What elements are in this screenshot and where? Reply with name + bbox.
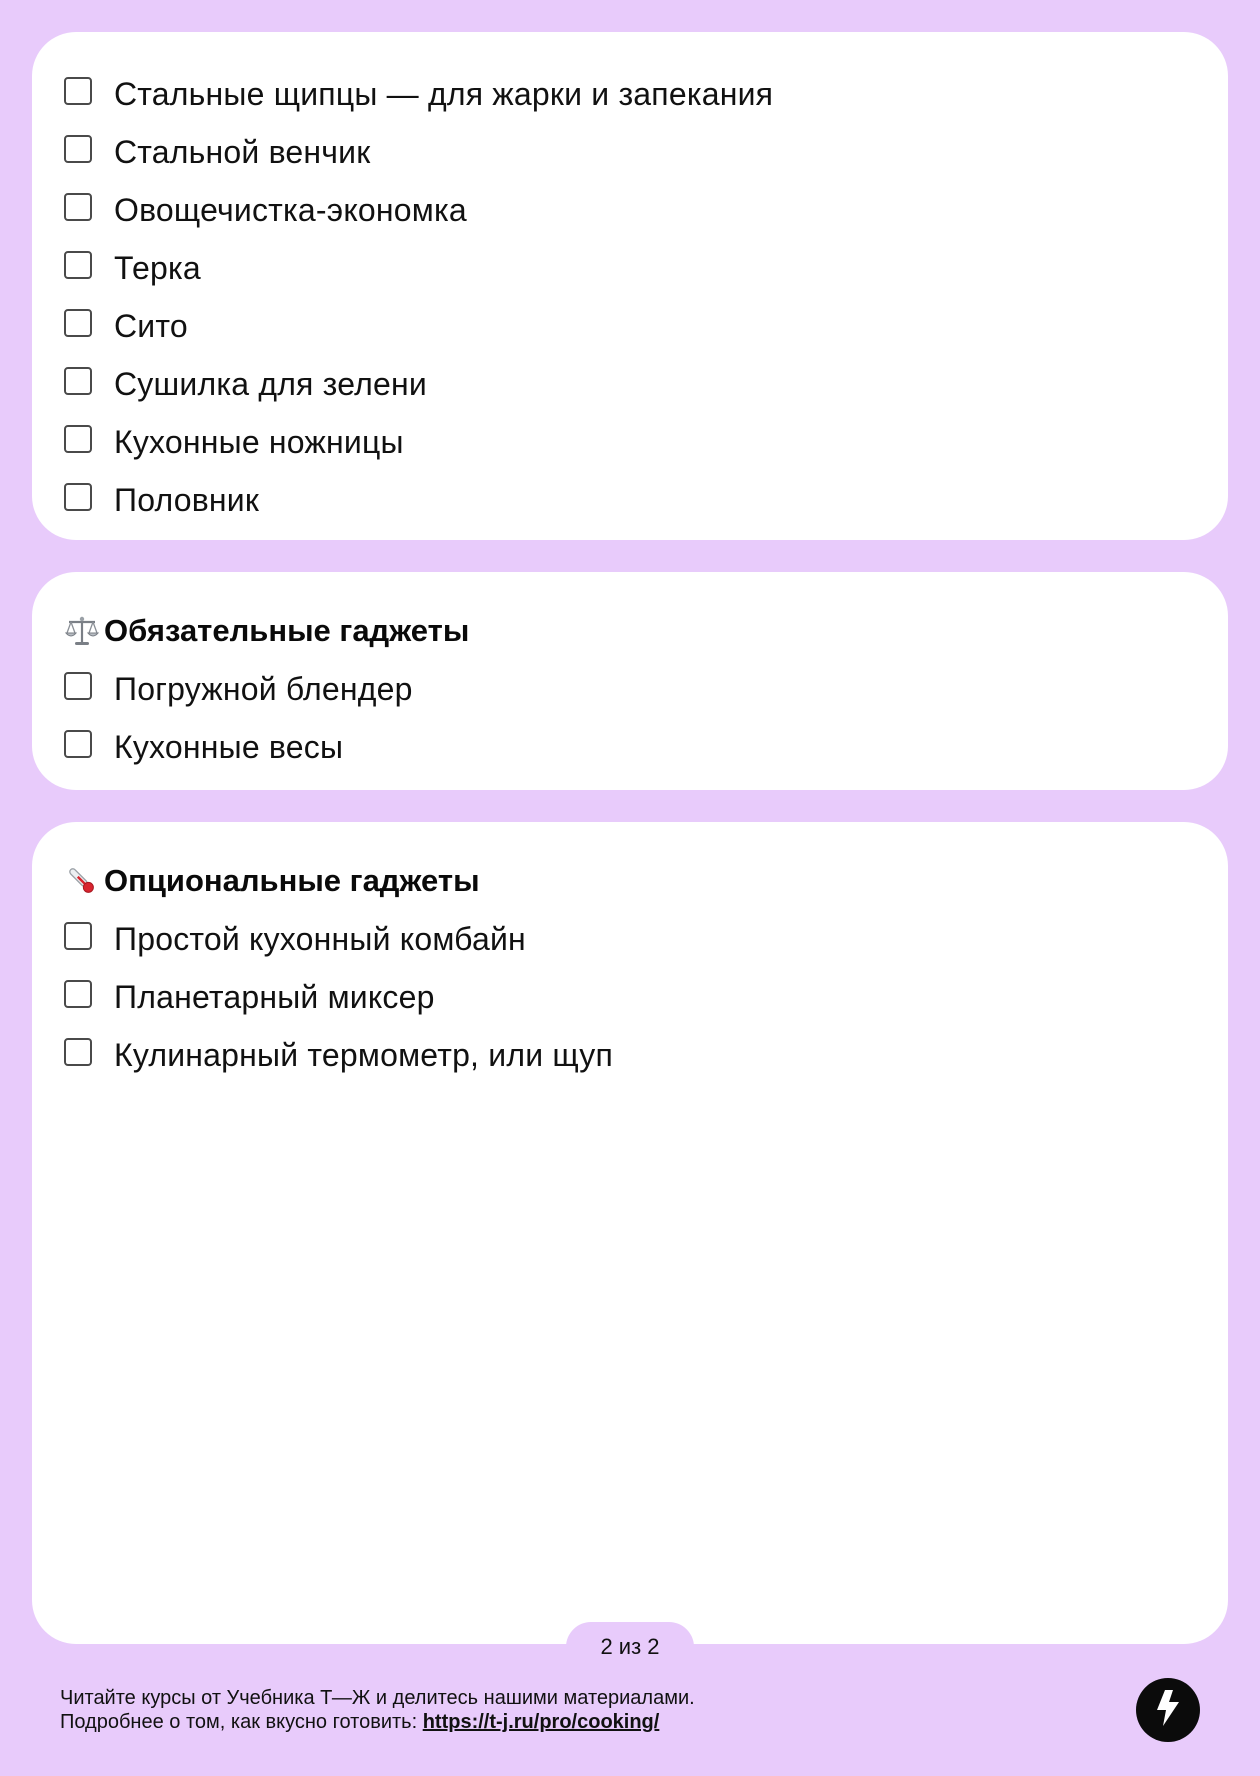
checklist-item-label: Сушилка для зелени [114, 365, 427, 402]
checkbox[interactable] [64, 980, 92, 1008]
checkbox[interactable] [64, 483, 92, 511]
checkbox[interactable] [64, 1038, 92, 1066]
section-heading [32, 852, 1228, 910]
checklist-item[interactable] [32, 181, 1228, 239]
checkbox[interactable] [64, 251, 92, 279]
checklist-item[interactable] [32, 239, 1228, 297]
checklist-item-label: Овощечистка-экономка [114, 191, 467, 228]
checklist-item-label: Стальной венчик [114, 133, 371, 170]
checklist-item[interactable] [32, 1026, 1228, 1084]
section-heading [32, 602, 1228, 660]
checklist-item-label: Сито [114, 307, 188, 344]
footer-line [60, 1710, 695, 1734]
cooking-course-link[interactable]: https://t-j.ru/pro/cooking/ [422, 1711, 660, 1733]
checklist-item[interactable] [32, 123, 1228, 181]
checkbox[interactable] [64, 672, 92, 700]
checklist-item-label: Стальные щипцы — для жарки и запекания [114, 75, 774, 112]
checkbox[interactable] [64, 77, 92, 105]
checklist-card-utensils [32, 32, 1228, 540]
checklist-item-label: Кулинарный термометр, или щуп [114, 1036, 613, 1073]
checklist-item[interactable] [32, 910, 1228, 968]
checklist-item[interactable] [32, 718, 1228, 776]
checkbox[interactable] [64, 193, 92, 221]
checklist-item[interactable] [32, 297, 1228, 355]
footer-line: Читайте курсы от Учебника Т—Ж и делитесь нашими материалами. [60, 1687, 695, 1709]
checklist-item-label: Половник [114, 481, 260, 518]
checklist-item[interactable] [32, 355, 1228, 413]
checkbox[interactable] [64, 367, 92, 395]
section-title: Опциональные гаджеты [104, 863, 480, 898]
footer [60, 1686, 695, 1734]
checklist-item-label: Планетарный миксер [114, 978, 435, 1015]
checkbox[interactable] [64, 309, 92, 337]
checklist-item[interactable] [32, 413, 1228, 471]
checklist-card-optional-gadgets [32, 822, 1228, 1644]
scales-icon [64, 613, 100, 649]
checklist-item-label: Погружной блендер [114, 670, 413, 707]
checkbox[interactable] [64, 425, 92, 453]
section-title: Обязательные гаджеты [104, 613, 470, 648]
checklist-item[interactable] [32, 471, 1228, 529]
thermometer-icon [64, 863, 100, 899]
tj-logo[interactable] [1136, 1678, 1200, 1742]
footer-text: Подробнее о том, как вкусно готовить: [60, 1711, 423, 1733]
checkbox[interactable] [64, 730, 92, 758]
page-indicator: 2 из 2 [566, 1622, 694, 1672]
checklist-item[interactable] [32, 65, 1228, 123]
checklist-item-label: Кухонные ножницы [114, 423, 404, 460]
lightning-icon [1151, 1688, 1185, 1733]
checklist-card-required-gadgets [32, 572, 1228, 790]
checklist-item-label: Кухонные весы [114, 728, 344, 765]
checkbox[interactable] [64, 135, 92, 163]
checklist-item[interactable] [32, 968, 1228, 1026]
checklist-item[interactable] [32, 660, 1228, 718]
checkbox[interactable] [64, 922, 92, 950]
checklist-item-label: Простой кухонный комбайн [114, 920, 526, 957]
checklist-item-label: Терка [114, 249, 201, 286]
